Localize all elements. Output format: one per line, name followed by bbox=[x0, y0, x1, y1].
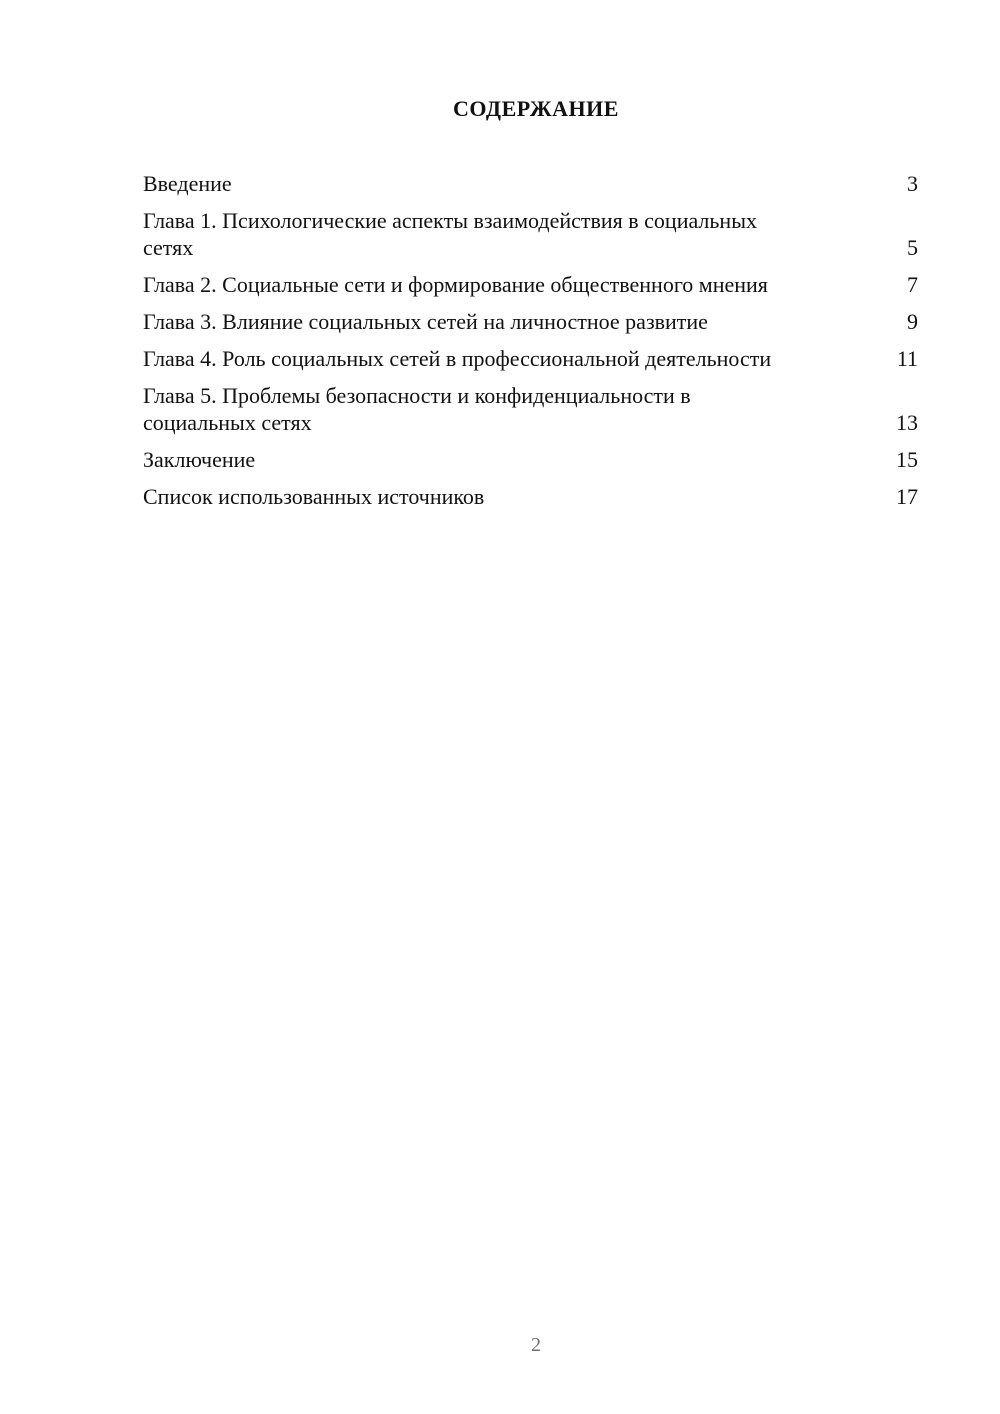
toc-item-page: 11 bbox=[896, 346, 918, 371]
toc-item-text: Введение bbox=[143, 171, 232, 196]
toc-item-page: 3 bbox=[907, 171, 918, 196]
toc-item-page: 5 bbox=[907, 235, 918, 260]
toc-item-text: Глава 5. Проблемы безопасности и конфиденциальности в социальных сетях bbox=[143, 383, 691, 435]
toc-item-text: Глава 4. Роль социальных сетей в профессиональной деятельности bbox=[143, 346, 772, 371]
toc-item-page: 15 bbox=[896, 447, 918, 472]
toc-item-page: 13 bbox=[896, 410, 918, 435]
toc-item-text: Глава 1. Психологические аспекты взаимодействия в социальных сетях bbox=[143, 208, 757, 260]
toc-item-text: Список использованных источников bbox=[143, 484, 485, 509]
toc-item-introduction[interactable] bbox=[143, 170, 918, 197]
toc-item-text: Заключение bbox=[143, 447, 256, 472]
toc-item-text: Глава 3. Влияние социальных сетей на личностное развитие bbox=[143, 309, 708, 334]
toc-item-chapter-5[interactable] bbox=[143, 382, 918, 436]
toc-item-chapter-2[interactable] bbox=[143, 271, 918, 298]
toc-item-chapter-4[interactable] bbox=[143, 345, 918, 372]
page-title: СОДЕРЖАНИЕ bbox=[453, 96, 619, 121]
toc-item-text: Глава 2. Социальные сети и формирование общественного мнения bbox=[143, 272, 768, 297]
toc-item-conclusion[interactable] bbox=[143, 446, 918, 473]
toc-item-chapter-1[interactable] bbox=[143, 207, 918, 261]
toc-item-page: 7 bbox=[907, 272, 918, 297]
toc-item-chapter-3[interactable] bbox=[143, 308, 918, 335]
toc-item-page: 9 bbox=[907, 309, 918, 334]
toc-item-page: 17 bbox=[896, 484, 918, 509]
page-number: 2 bbox=[531, 1334, 541, 1356]
toc-item-references[interactable] bbox=[143, 483, 918, 510]
table-of-contents bbox=[143, 170, 918, 520]
